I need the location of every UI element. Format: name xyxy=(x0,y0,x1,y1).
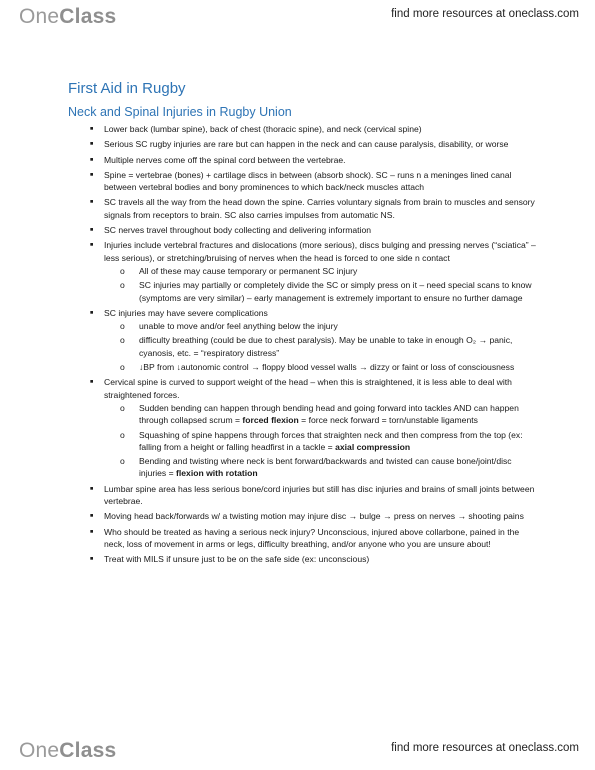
list-item: ■ Who should be treated as having a serious neck injury? Unconscious, injured above collarbone, pained in the neck, loss of movement in arms or legs, difficulty breathing, and/or anyone who you are unsure about! xyxy=(68,526,538,551)
resources-link-footer[interactable]: find more resources at oneclass.com xyxy=(391,742,579,754)
bullet-list xyxy=(68,123,538,566)
logo-class: Class xyxy=(59,739,117,762)
oneclass-logo[interactable] xyxy=(19,5,116,29)
document-title: First Aid in Rugby xyxy=(68,80,186,97)
term-flexion-with-rotation: flexion with rotation xyxy=(176,468,258,479)
sub-list-item: o SC injuries may partially or completely divide the SC or simply press on it – need special scans to know (symptoms are very similar) – early management is extremely important to ensure no further damage xyxy=(104,279,538,304)
list-item: ■ Lower back (lumbar spine), back of chest (thoracic spine), and neck (cervical spine) xyxy=(68,123,538,135)
sub-list-item: o difficulty breathing (could be due to chest paralysis). May be unable to take in enough O₂ → panic, cyanosis, etc. = “respiratory distress” xyxy=(104,334,538,359)
header-bar xyxy=(0,0,595,34)
list-item: ■ Lumbar spine area has less serious bone/cord injuries but still has disc injuries and brains of small joints between vertebrae. xyxy=(68,483,538,508)
logo-class: Class xyxy=(59,5,117,28)
sub-list-item: o ↓BP from ↓autonomic control → floppy blood vessel walls → dizzy or faint or loss of consciousness xyxy=(104,361,538,373)
sub-list-item xyxy=(104,402,538,427)
list-item: ■ Spine = vertebrae (bones) + cartilage discs in between (absorb shock). SC – runs n a meninges lined canal between vertebral bodies and bony prominences to which back/neck muscles attach xyxy=(68,169,538,194)
sub-item-text: Bending and twisting where neck is bent forward/backwards and twisted can cause bone/joint/disc injuries = xyxy=(139,456,512,479)
sub-item-text: Sudden bending can happen through bending head and going forward into tackles AND can happen through collapsed scrum = xyxy=(139,402,519,426)
list-item-text: Injuries include vertebral fractures and dislocations (more serious), discs bulging and pressing nerves (“sciatica” – less serious), or stretching/bruising of nerves when the head is forced to one side n contact xyxy=(104,240,536,263)
sub-list-item: o unable to move and/or feel anything below the injury xyxy=(104,320,538,332)
logo-one: One xyxy=(19,5,60,28)
sub-item-text: = force neck forward = torn/unstable ligaments xyxy=(298,415,478,426)
oneclass-logo-footer[interactable] xyxy=(19,739,116,763)
sub-list-item: o All of these may cause temporary or permanent SC injury xyxy=(104,265,538,277)
logo-one: One xyxy=(19,739,60,762)
sub-item-text: Squashing of spine happens through forces that straighten neck and then compress from the top (ex: falling from a height or falling headfirst in a tackle = xyxy=(139,429,523,452)
list-item xyxy=(68,239,538,303)
term-axial-compression: axial compression xyxy=(335,441,411,452)
list-item: ■ SC travels all the way from the head down the spine. Carries voluntary signals from brain to muscles and sensory signals from receptors to brain. SC also carries impulses from automatic NS. xyxy=(68,196,538,221)
term-forced-flexion: forced flexion xyxy=(242,415,299,426)
list-item-text: Cervical spine is curved to support weight of the head – when this is straightened, it is less able to deal with straightened forces. xyxy=(104,377,512,400)
sub-list xyxy=(104,402,538,480)
footer-bar xyxy=(0,736,595,770)
sub-list-item xyxy=(104,455,538,480)
resources-link[interactable]: find more resources at oneclass.com xyxy=(391,8,579,20)
section-heading: Neck and Spinal Injuries in Rugby Union xyxy=(68,105,292,119)
sub-list xyxy=(104,320,538,373)
sub-list-item xyxy=(104,429,538,454)
list-item: ■ SC nerves travel throughout body collecting and delivering information xyxy=(68,224,538,236)
list-item: ■ Moving head back/forwards w/ a twisting motion may injure disc → bulge → press on nerves → shooting pains xyxy=(68,510,538,522)
list-item xyxy=(68,307,538,373)
list-item xyxy=(68,376,538,479)
list-item: ■ Serious SC rugby injuries are rare but can happen in the neck and can cause paralysis, disability, or worse xyxy=(68,138,538,150)
document-body xyxy=(68,80,538,569)
sub-list xyxy=(104,265,538,304)
list-item: ■ Treat with MILS if unsure just to be on the safe side (ex: unconscious) xyxy=(68,553,538,565)
list-item: ■ Multiple nerves come off the spinal cord between the vertebrae. xyxy=(68,154,538,166)
list-item-text: SC injuries may have severe complications xyxy=(104,307,268,318)
